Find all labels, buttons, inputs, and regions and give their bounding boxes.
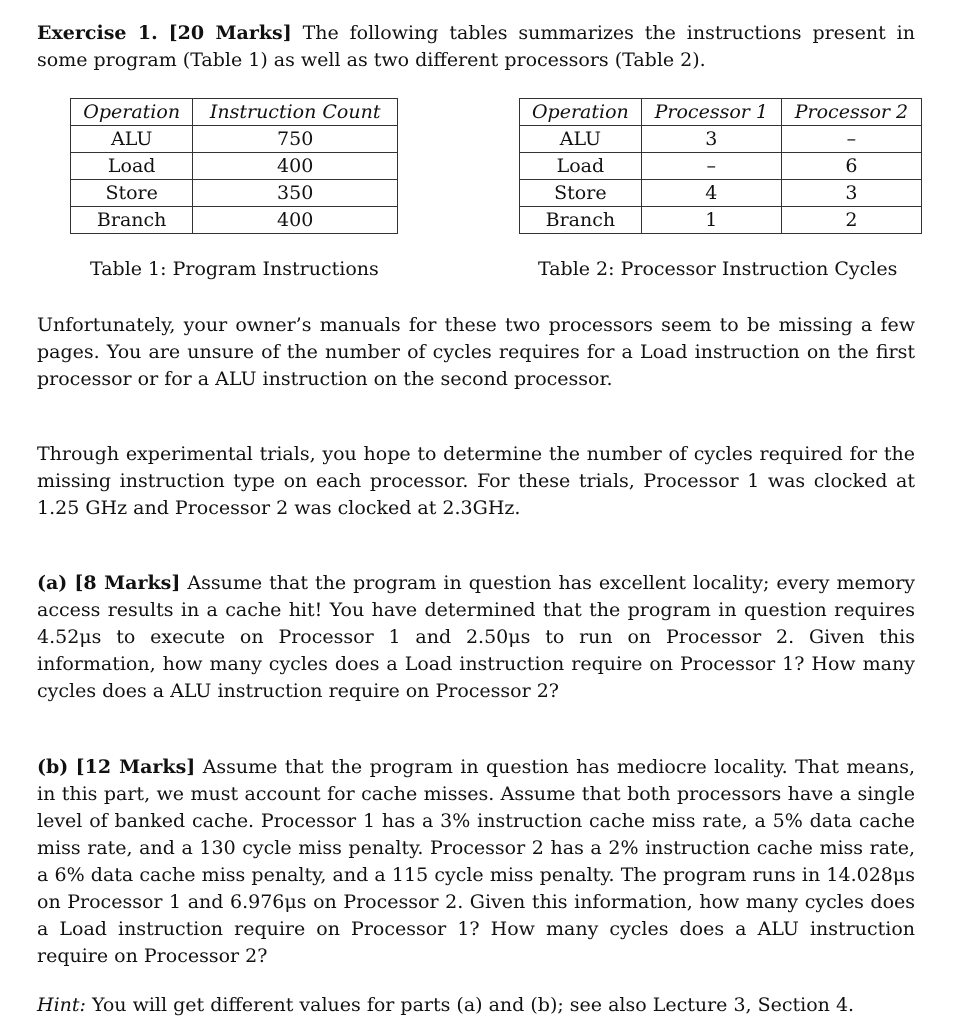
table-header-cell: Processor 1 (641, 99, 781, 126)
table-row (520, 126, 922, 153)
table1-caption: Table 1: Program Instructions (90, 258, 379, 280)
table2-caption: Table 2: Processor Instruction Cycles (538, 258, 898, 280)
table-cell: Store (71, 180, 193, 207)
table-header-cell: Instruction Count (193, 99, 398, 126)
table-cell: Load (520, 153, 642, 180)
paragraph-manuals: Unfortunately, your owner’s manuals for these two processors seem to be missing a few pages. You are unsure of the number of cycles requires for a Load instruction on the first processor or for a ALU instruction on the second processor. (37, 314, 915, 390)
table-cell: Branch (71, 207, 193, 234)
table-cell: 400 (193, 153, 398, 180)
exercise-intro (37, 20, 915, 74)
table-header-cell: Operation (520, 99, 642, 126)
exercise-intro-text: The following tables summarizes the instructions present in some program (Table 1) as well as two different processors (Table 2). (37, 22, 915, 71)
table-row (520, 180, 922, 207)
table-program-instructions (70, 98, 398, 234)
table-cell: 4 (641, 180, 781, 207)
table-cell: 750 (193, 126, 398, 153)
table-header-row (71, 99, 398, 126)
paragraph-trials: Through experimental trials, you hope to determine the number of cycles required for the missing instruction type on each processor. For these trials, Processor 1 was clocked at 1.25 GHz and Processor 2 was clocked at 2.3GHz. (37, 443, 915, 519)
part-b-marks: [12 Marks] (75, 756, 196, 778)
table-cell: 400 (193, 207, 398, 234)
table-cell: – (641, 153, 781, 180)
part-b (37, 754, 915, 970)
table-row (520, 207, 922, 234)
table-cell: Store (520, 180, 642, 207)
table-cell: 6 (781, 153, 921, 180)
part-a-marks: [8 Marks] (74, 572, 181, 594)
hint-label: Hint: (37, 994, 86, 1016)
table-header-cell: Processor 2 (781, 99, 921, 126)
table-cell: 2 (781, 207, 921, 234)
part-b-label: (b) (37, 756, 69, 778)
table-cell: ALU (520, 126, 642, 153)
table-row (71, 126, 398, 153)
table-processor-cycles (519, 98, 922, 234)
table-row (71, 153, 398, 180)
table-row (71, 207, 398, 234)
part-a-label: (a) (37, 572, 68, 594)
hint (37, 992, 915, 1019)
table-header-row (520, 99, 922, 126)
part-a (37, 570, 915, 705)
table-cell: 3 (641, 126, 781, 153)
table-cell: Branch (520, 207, 642, 234)
part-a-text: Assume that the program in question has excellent locality; every memory access results in a cache hit! You have determined that the program in question requires 4.52μs to execute on Processor 1 and 2.50μs to run on Processor 2. Given this information, how many cycles does a Load instruction require on Processor 1? How many cycles does a ALU instruction require on Processor 2? (37, 572, 916, 702)
table-cell: 1 (641, 207, 781, 234)
part-b-text: Assume that the program in question has mediocre locality. That means, in this part, we must account for cache misses. Assume that both processors have a single level of banked cache. Processor 1 has a 3% instruction cache miss rate, a 5% data cache miss rate, and a 130 cycle miss penalty. Processor 2 has a 2% instruction cache miss rate, a 6% data cache miss penalty, and a 115 cycle miss penalty. The program runs in 14.028μs on Processor 1 and 6.976μs on Processor 2. Given this information, how many cycles does a Load instruction require on Processor 1? How many cycles does a ALU instruction require on Processor 2? (37, 756, 916, 967)
table-cell: 350 (193, 180, 398, 207)
table-row (520, 153, 922, 180)
exercise-label: Exercise 1. (37, 22, 158, 44)
hint-text: You will get different values for parts (a) and (b); see also Lecture 3, Section 4. (91, 994, 855, 1016)
exercise-marks: [20 Marks] (168, 22, 292, 44)
table-cell: Load (71, 153, 193, 180)
table-header-cell: Operation (71, 99, 193, 126)
table-cell: – (781, 126, 921, 153)
table-row (71, 180, 398, 207)
table-cell: 3 (781, 180, 921, 207)
table-cell: ALU (71, 126, 193, 153)
